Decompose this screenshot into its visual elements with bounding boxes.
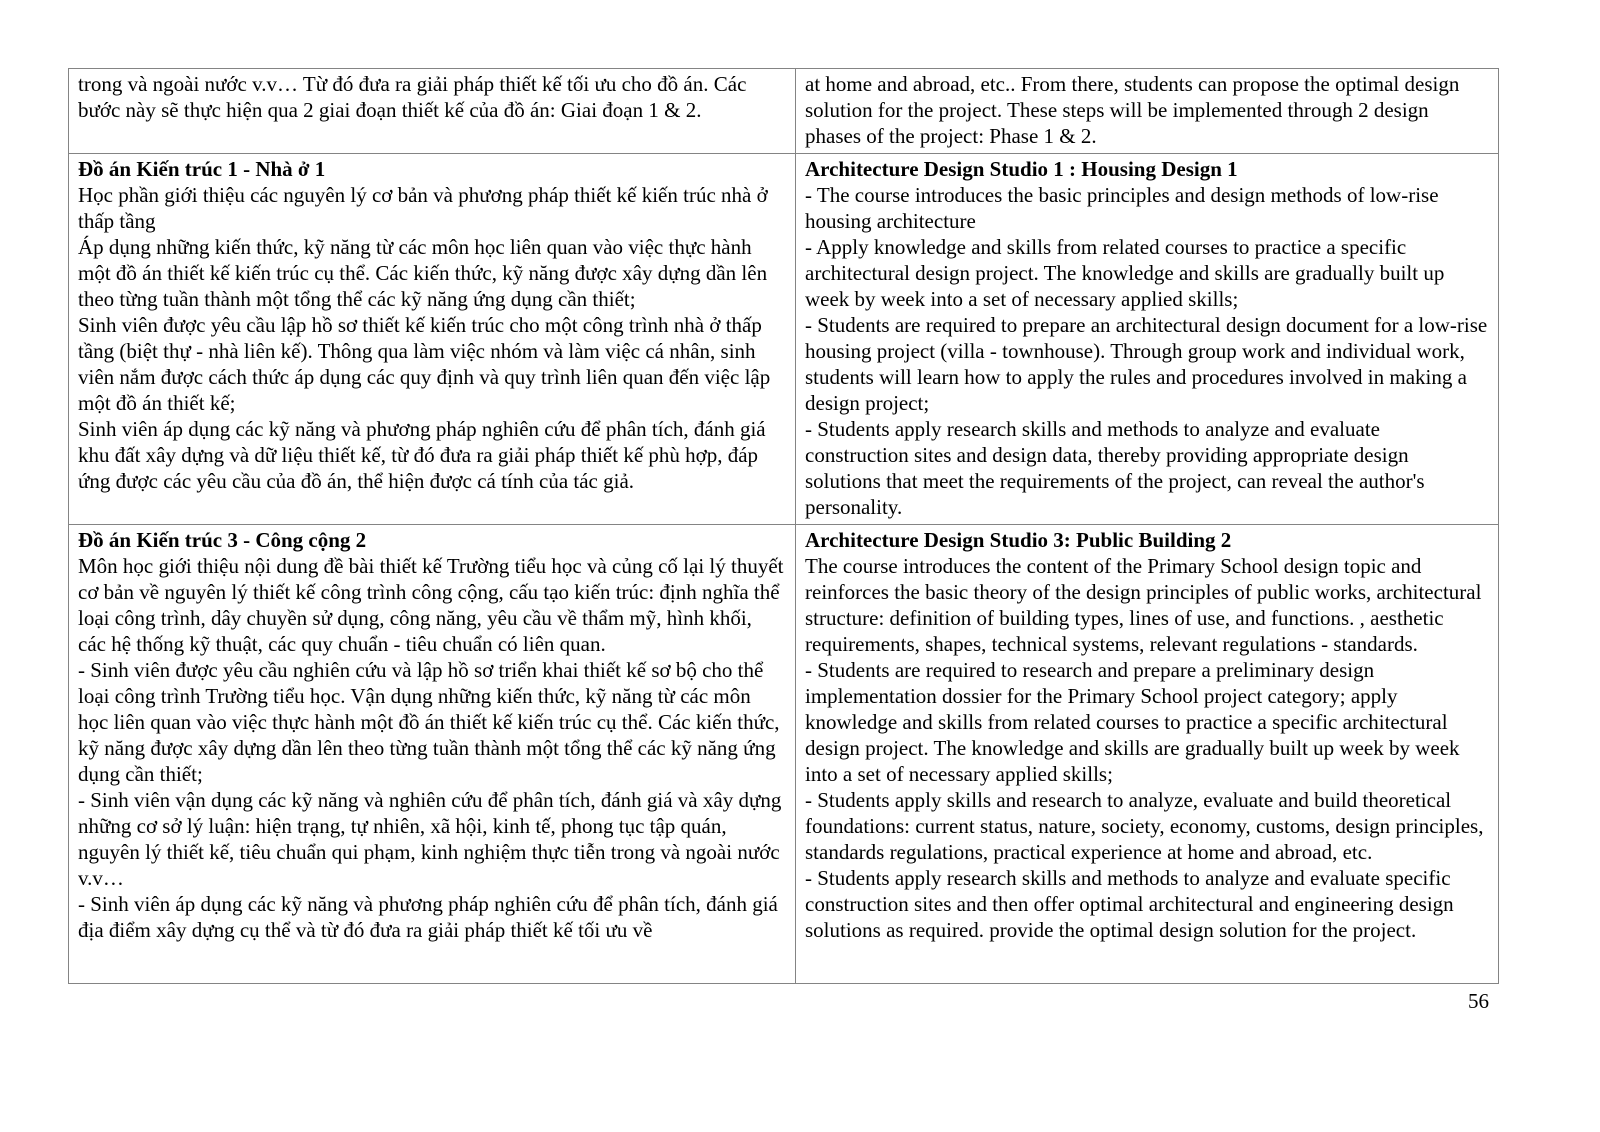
paragraph: Học phần giới thiệu các nguyên lý cơ bản và phương pháp thiết kế kiến trúc nhà ở thấp tầng [78, 183, 768, 233]
course-title-vi: Đồ án Kiến trúc 1 - Nhà ở 1 [78, 157, 326, 181]
paragraph: - Sinh viên áp dụng các kỹ năng và phương pháp nghiên cứu để phân tích, đánh giá địa điểm xây dựng cụ thể và từ đó đưa ra giải pháp thiết kế tối ưu về [78, 892, 778, 942]
paragraph: at home and abroad, etc.. From there, students can propose the optimal design solution for the project. These steps will be implemented through 2 design phases of the project: Phase 1 & 2. [805, 72, 1460, 148]
paragraph: - Sinh viên vận dụng các kỹ năng và nghiên cứu để phân tích, đánh giá và xây dựng những cơ sở lý luận: hiện trạng, tự nhiên, xã hội, kinh tế, phong tục tập quán, nguyên lý thiết kế, tiêu chuẩn qui phạm, kinh nghiệm thực tiễn trong và ngoài nước v.v… [78, 788, 782, 890]
cell-english-studio-1 [796, 154, 1499, 525]
course-title-en: Architecture Design Studio 1 : Housing Design 1 [805, 157, 1238, 181]
paragraph: - Sinh viên được yêu cầu nghiên cứu và lập hồ sơ triển khai thiết kế sơ bộ cho thể loại công trình Trường tiểu học. Vận dụng những kiến thức, kỹ năng từ các môn học liên quan vào việc thực hành một đồ án thiết kế kiến trúc cụ thể. Các kiến thức, kỹ năng được xây dựng dần lên theo từng tuần thành một tổng thể các kỹ năng ứng dụng cần thiết; [78, 658, 780, 786]
cell-vietnamese-continuation [69, 69, 796, 154]
cell-vietnamese-studio-1 [69, 154, 796, 525]
table-row-studio-1 [69, 154, 1499, 525]
paragraph: - Students apply research skills and methods to analyze and evaluate construction sites and design data, thereby providing appropriate design solutions that meet the requirements of the project, can reveal the author's personality. [805, 417, 1425, 519]
course-description-table [68, 68, 1499, 984]
paragraph: The course introduces the content of the Primary School design topic and reinforces the basic theory of the design principles of public works, architectural structure: definition of building types, lines of use, and functions. , aesthetic requirements, shapes, technical systems, relevant regulations - standards. [805, 554, 1482, 656]
cell-english-continuation [796, 69, 1499, 154]
paragraph: - Students apply research skills and methods to analyze and evaluate specific construction sites and then offer optimal architectural and engineering design solutions as required. provide the optimal design solution for the project. [805, 866, 1454, 942]
cell-vietnamese-studio-3 [69, 525, 796, 984]
course-title-vi: Đồ án Kiến trúc 3 - Công cộng 2 [78, 528, 367, 552]
paragraph: - Students are required to research and prepare a preliminary design implementation dossier for the Primary School project category; apply knowledge and skills from related courses to practice a specific architectural design project. The knowledge and skills are gradually built up week by week into a set of necessary applied skills; [805, 658, 1460, 786]
paragraph: Áp dụng những kiến thức, kỹ năng từ các môn học liên quan vào việc thực hành một đồ án thiết kế kiến trúc cụ thể. Các kiến thức, kỹ năng được xây dựng dần lên theo từng tuần thành một tổng thể các kỹ năng ứng dụng cần thiết; [78, 235, 768, 311]
cell-english-studio-3 [796, 525, 1499, 984]
paragraph: Sinh viên được yêu cầu lập hồ sơ thiết kế kiến trúc cho một công trình nhà ở thấp tầng (biệt thự - nhà liên kế). Thông qua làm việc nhóm và làm việc cá nhân, sinh viên nắm được cách thức áp dụng các quy định và quy trình liên quan đến việc lập một đồ án thiết kế; [78, 313, 771, 415]
paragraph: Sinh viên áp dụng các kỹ năng và phương pháp nghiên cứu để phân tích, đánh giá khu đất xây dựng và dữ liệu thiết kế, từ đó đưa ra giải pháp thiết kế phù hợp, đáp ứng được các yêu cầu của đồ án, thể hiện được cá tính của tác giả. [78, 417, 766, 493]
table-row-studio-3 [69, 525, 1499, 984]
paragraph: - Apply knowledge and skills from related courses to practice a specific architectural design project. The knowledge and skills are gradually built up week by week into a set of necessary applied skills; [805, 235, 1445, 311]
table-row-continuation [69, 69, 1499, 154]
course-title-en: Architecture Design Studio 3: Public Building 2 [805, 528, 1232, 552]
paragraph: trong và ngoài nước v.v… Từ đó đưa ra giải pháp thiết kế tối ưu cho đồ án. Các bước này sẽ thực hiện qua 2 giai đoạn thiết kế của đồ án: Giai đoạn 1 & 2. [78, 72, 747, 122]
paragraph: - Students are required to prepare an architectural design document for a low-rise housing project (villa - townhouse). Through group work and individual work, students will learn how to apply the rules and procedures involved in making a design project; [805, 313, 1488, 415]
page-number: 56 [1468, 989, 1489, 1013]
paragraph: - Students apply skills and research to analyze, evaluate and build theoretical foundations: current status, nature, society, economy, customs, design principles, standards regulations, practical experience at home and abroad, etc. [805, 788, 1484, 864]
paragraph: - The course introduces the basic principles and design methods of low-rise housing architecture [805, 183, 1439, 233]
paragraph: Môn học giới thiệu nội dung đề bài thiết kế Trường tiểu học và củng cố lại lý thuyết cơ bản về nguyên lý thiết kế công trình công cộng, cấu tạo kiến trúc: định nghĩa thể loại công trình, dây chuyền sử dụng, công năng, yêu cầu về thẩm mỹ, hình khối, các hệ thống kỹ thuật, các quy chuẩn - tiêu chuẩn có liên quan. [78, 554, 784, 656]
